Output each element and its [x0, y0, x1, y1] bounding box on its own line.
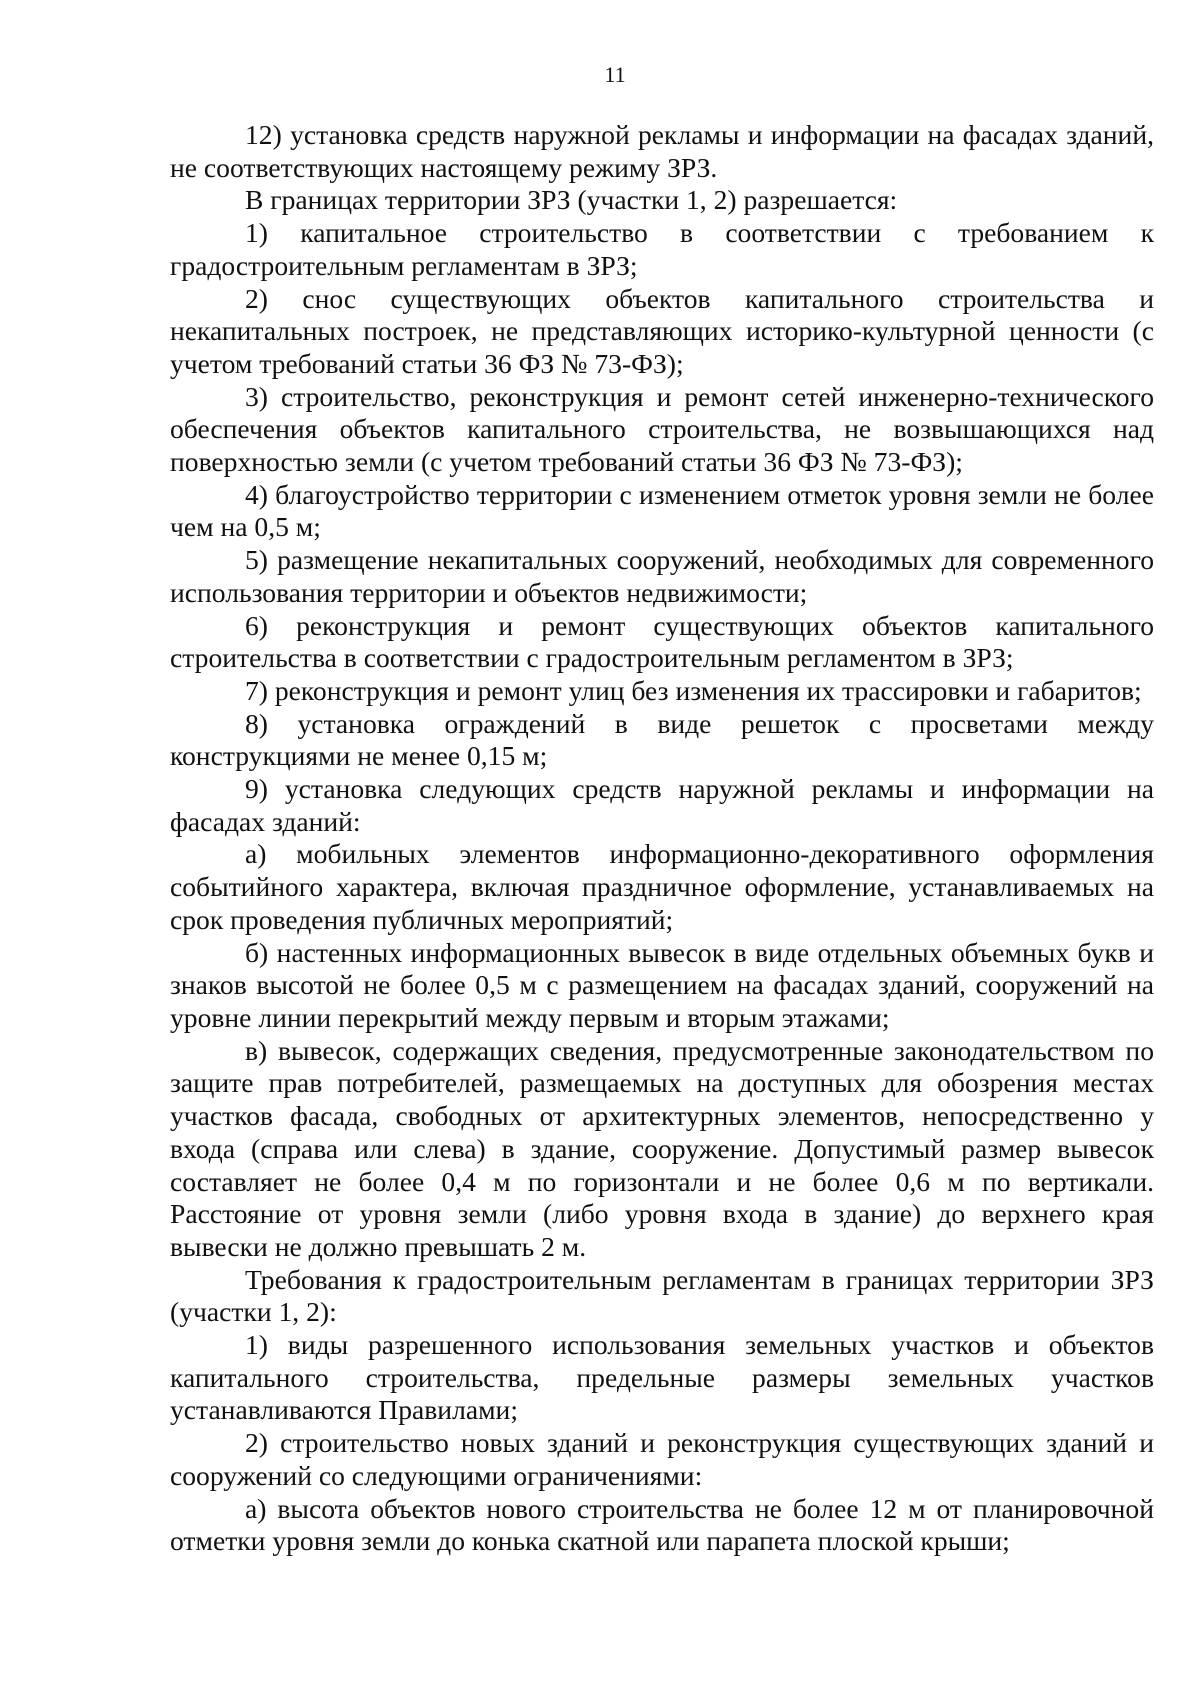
- paragraph-permitted-heading: В границах территории ЗРЗ (участки 1, 2) разрешается:: [245, 184, 898, 216]
- paragraph-item-3: 3) строительство, реконструкция и ремонт сетей инженерно-технического обеспечения объектов капитального строительства, не возвышающихся над поверхностью земли (с учетом требований статьи 36 ФЗ № 73-ФЗ);: [170, 380, 1154, 478]
- paragraph-item-6: 6) реконструкция и ремонт существующих объектов капитального строительства в соответствии с градостроительным регламентом в ЗРЗ;: [170, 609, 1154, 674]
- paragraph-subitem-v: в) вывесок, содержащих сведения, предусмотренные законодательством по защите прав потребителей, размещаемых на доступных для обозрения местах участков фасада, свободных от архитектурных элементов, непосредственно у входа (справа или слева) в здание, сооружение. Допустимый размер вывесок составляет не более 0,4 м по горизонтали и не более 0,6 м по вертикали. Расстояние от уровня земли (либо уровня входа в здание) до верхнего края вывески не должно превышать 2 м.: [170, 1034, 1154, 1262]
- paragraph-item-9: 9) установка следующих средств наружной рекламы и информации на фасадах зданий:: [170, 773, 1154, 837]
- paragraph-req-item-2: 2) строительство новых зданий и реконструкция существующих зданий и сооружений со следующими ограничениями:: [170, 1427, 1154, 1491]
- paragraph-item-2: 2) снос существующих объектов капитального строительства и некапитальных построек, не представляющих историко-культурной ценности (с учетом требований статьи 36 ФЗ № 73-ФЗ);: [170, 282, 1154, 379]
- paragraph-item-12: 12) установка средств наружной рекламы и информации на фасадах зданий, не соответствующих настоящему режиму ЗРЗ.: [170, 119, 1154, 183]
- paragraph-item-7: 7) реконструкция и ремонт улиц без изменения их трассировки и габаритов;: [245, 674, 1142, 706]
- page-number: 11: [604, 62, 626, 87]
- paragraph-subitem-a: а) мобильных элементов информационно-декоративного оформления событийного характера, включая праздничное оформление, устанавливаемых на срок проведения публичных мероприятий;: [170, 838, 1154, 935]
- paragraph-item-8: 8) установка ограждений в виде решеток с просветами между конструкциями не менее 0,15 м;: [170, 707, 1154, 772]
- paragraph-item-1: 1) капитальное строительство в соответствии с требованием к градостроительным регламентам в ЗРЗ;: [170, 217, 1154, 281]
- paragraph-req-subitem-a: а) высота объектов нового строительства не более 12 м от планировочной отметки уровня земли до конька скатной или парапета плоской крыши;: [170, 1492, 1154, 1557]
- paragraph-subitem-b: б) настенных информационных вывесок в виде отдельных объемных букв и знаков высотой не более 0,5 м с размещением на фасадах зданий, сооружений на уровне линии перекрытий между первым и вторым этажами;: [170, 936, 1154, 1033]
- paragraph-req-item-1: 1) виды разрешенного использования земельных участков и объектов капитального строительства, предельные размеры земельных участков устанавливаются Правилами;: [170, 1329, 1154, 1426]
- paragraph-item-4: 4) благоустройство территории с изменением отметок уровня земли не более чем на 0,5 м;: [170, 478, 1154, 543]
- paragraph-requirements-heading: Требования к градостроительным регламентам в границах территории ЗРЗ (участки 1, 2):: [170, 1263, 1154, 1328]
- paragraph-item-5: 5) размещение некапитальных сооружений, необходимых для современного использования территории и объектов недвижимости;: [170, 544, 1154, 608]
- document-body: [170, 119, 1154, 1558]
